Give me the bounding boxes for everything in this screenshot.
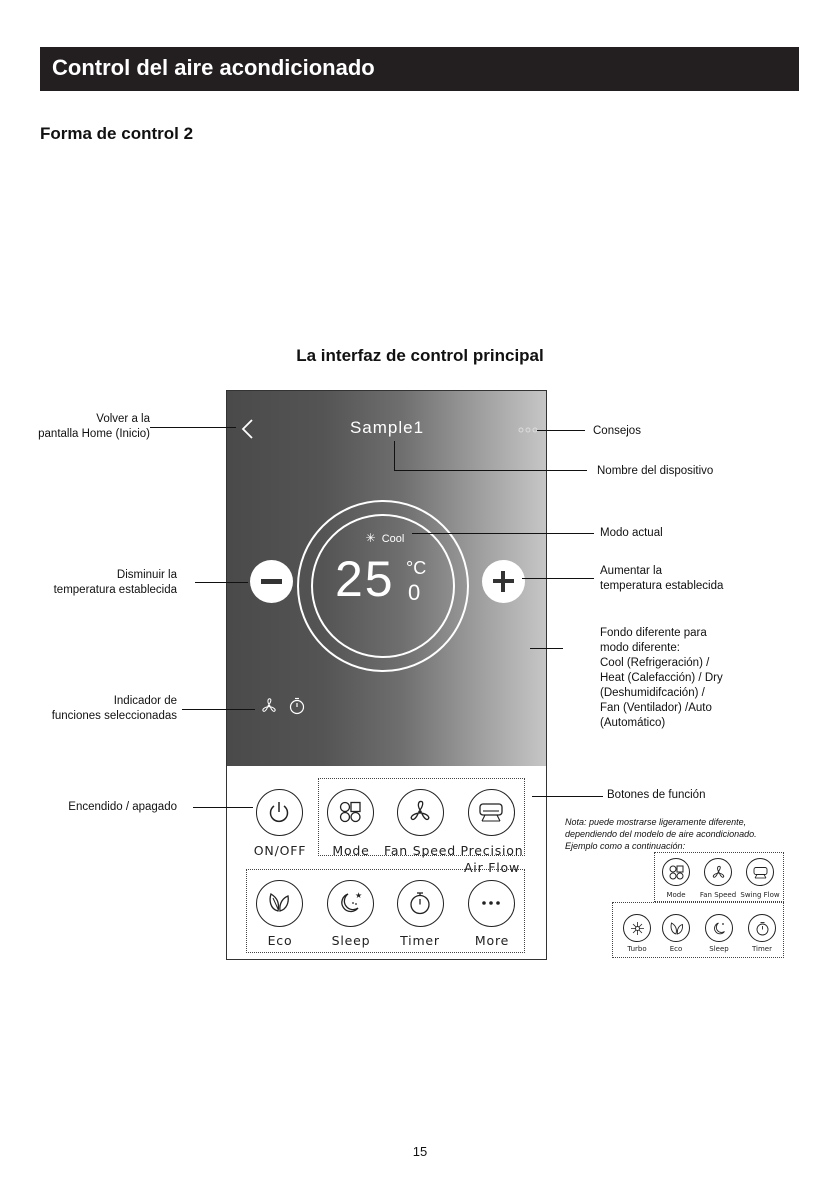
sleep-button[interactable] [327, 880, 374, 927]
leader-line-tips [537, 430, 585, 431]
temperature-value: 25 [335, 551, 395, 607]
device-name: Sample1 [349, 418, 425, 437]
example-sleep-button [705, 914, 733, 942]
figure-title: La interfaz de control principal [296, 346, 544, 365]
moon-icon [336, 889, 364, 917]
onoff-label: ON/OFF [253, 843, 307, 858]
example-swing-flow-button [746, 858, 774, 886]
tips-icon[interactable] [518, 427, 538, 433]
leaf-icon [265, 889, 293, 917]
leader-line-device [394, 470, 587, 471]
fan-speed-button[interactable] [397, 789, 444, 836]
example-sleep-label: Sleep [709, 945, 729, 953]
leader-line-background [530, 648, 563, 649]
fan-icon [710, 864, 727, 881]
more-dots-icon [477, 889, 505, 917]
more-button[interactable] [468, 880, 515, 927]
leader-line-increase [522, 578, 594, 579]
note-text: Nota: puede mostrarse ligeramente diferente, dependiendo del modelo de aire acondicionado. Ejemplo como a continuación: [565, 817, 757, 851]
example-fan-speed-button [704, 858, 732, 886]
mode-icon [336, 798, 364, 826]
function-panel [227, 766, 546, 960]
mode-icon [668, 864, 685, 881]
example-turbo-button [623, 914, 651, 942]
decrease-temperature-button[interactable] [250, 560, 293, 603]
onoff-button[interactable] [256, 789, 303, 836]
leader-line-decrease [195, 582, 248, 583]
example-swing-flow-label: Swing Flow [740, 891, 780, 899]
svg-text:★: ★ [355, 891, 363, 900]
annotation-back: Volver a la pantalla Home (Inicio) [38, 413, 150, 440]
phone-mockup [226, 390, 547, 960]
moon-icon [711, 920, 728, 937]
section-title: Forma de control 2 [40, 124, 194, 143]
example-fan-speed-label: Fan Speed [699, 891, 737, 899]
example-mode-button [662, 858, 690, 886]
air-conditioner-icon [477, 798, 505, 826]
example-mode-label: Mode [666, 891, 686, 899]
precision-label-1: Precision [460, 843, 524, 858]
fan-speed-label: Fan Speed [384, 843, 456, 858]
header-bar [40, 47, 799, 91]
leader-line-back [150, 427, 236, 428]
example-eco-label: Eco [669, 945, 683, 953]
increase-temperature-button[interactable] [482, 560, 525, 603]
mode-button[interactable] [327, 789, 374, 836]
mode-label: Mode [332, 843, 370, 858]
mode-label: Cool [381, 533, 405, 545]
annotation-power: Encendido / apagado [68, 801, 177, 813]
back-icon[interactable] [239, 417, 255, 441]
leader-line-mode [412, 533, 594, 534]
control-screen [227, 391, 546, 766]
power-icon [265, 798, 293, 826]
sleep-label: Sleep [331, 933, 371, 948]
example-timer-label: Timer [751, 945, 772, 953]
leader-line-functions [532, 796, 603, 797]
timer-button[interactable] [397, 880, 444, 927]
turbo-icon [629, 920, 646, 937]
snowflake-icon: ✳ [365, 531, 376, 545]
example-eco-button [662, 914, 690, 942]
annotation-indicator: Indicador de funciones seleccionadas [51, 695, 177, 722]
annotation-tips: Consejos [593, 425, 641, 437]
leaf-icon [668, 920, 685, 937]
annotation-current-mode: Modo actual [600, 527, 663, 539]
fan-icon [406, 798, 434, 826]
precision-air-flow-button[interactable] [468, 789, 515, 836]
temperature-decimal: 0 [408, 580, 421, 605]
leader-line-indicator [182, 709, 255, 710]
leader-line-device-vertical [394, 441, 395, 471]
example-turbo-label: Turbo [627, 945, 647, 953]
header-title: Control del aire acondicionado [52, 55, 375, 80]
page-number: 15 [412, 1144, 428, 1159]
eco-button[interactable] [256, 880, 303, 927]
annotation-function-buttons: Botones de función [607, 789, 706, 801]
example-timer-button [748, 914, 776, 942]
timer-indicator-icon [288, 697, 306, 715]
timer-icon [754, 920, 771, 937]
annotation-background: Fondo diferente para modo diferente: Cool (Refrigeración) / Heat (Calefacción) / Dry (Deshumidifcación) / Fan (Ventilador) /Auto (Automático) [600, 627, 723, 729]
eco-label: Eco [267, 933, 293, 948]
annotation-device-name: Nombre del dispositivo [597, 465, 714, 477]
fan-indicator-icon [260, 697, 278, 715]
temperature-dial [297, 500, 469, 672]
more-label: More [474, 933, 510, 948]
annotation-decrease: Disminuir la temperatura establecida [53, 569, 177, 596]
annotation-increase: Aumentar la temperatura establecida [600, 565, 724, 592]
temperature-unit: °C [406, 558, 427, 578]
air-conditioner-icon [752, 864, 769, 881]
leader-line-power [193, 807, 253, 808]
timer-icon [406, 889, 434, 917]
precision-label-2: Air Flow [463, 860, 521, 875]
timer-label: Timer [400, 933, 440, 948]
